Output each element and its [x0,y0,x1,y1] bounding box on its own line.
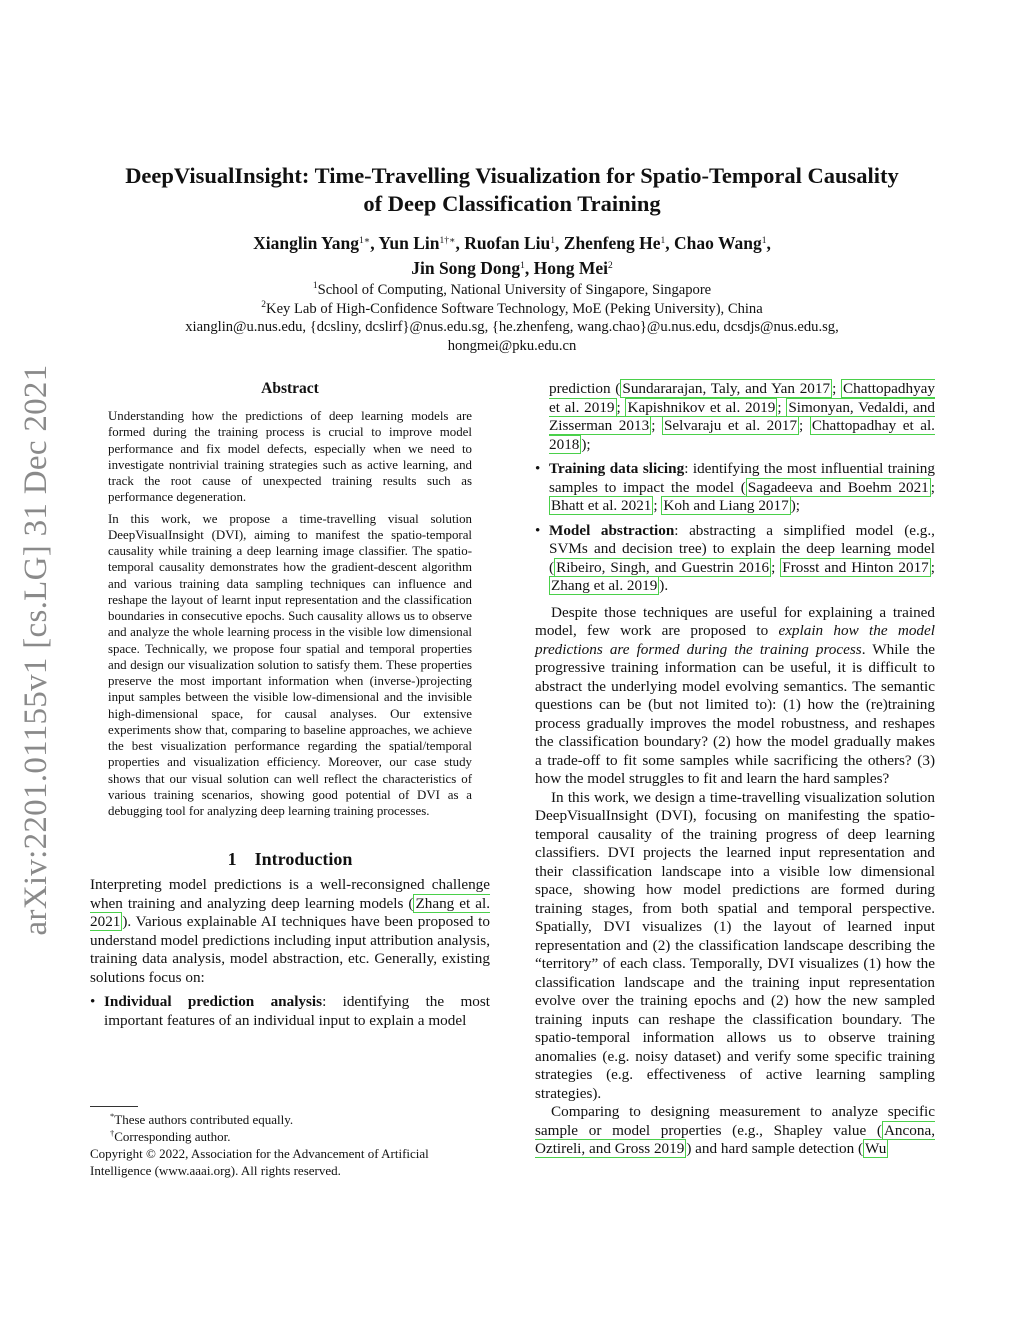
abstract-heading: Abstract [261,380,319,397]
citation-link[interactable]: Chattopadhay et al. 2018 [549,417,935,453]
citation-link[interactable]: Bhatt et al. 2021 [551,497,652,514]
citation-link[interactable]: Sagadeeva and Boehm 2021 [747,478,929,496]
title-line-2: of Deep Classification Training [363,191,661,216]
author-affil-mark: 1†∗ [439,236,456,246]
author-affil-mark: 1 [520,261,525,271]
citation-link[interactable]: Simonyan, Vedaldi, and Zisserman 2013 [549,398,935,434]
citation-link[interactable]: Ancona, Oztireli, and Gross 2019 [535,1121,935,1157]
abstract-paragraph: In this work, we propose a time-travelling visual solution DeepVisualInsight (DVI), aiming to manifest the spatio-temporal causality while training a deep learning image classifier. The spatio-temporal causality demonstrates how the gradient-descent algorithm and various training data sampling techniques can influence and reshape the layout of learnt input representation and the classification boundaries in consecutive epochs. Such causality allows us to observe and analyze the whole learning process in the visible low dimensional space. Technically, we propose four spatial and temporal properties and design our visualization solution to satisfy them. These properties preserve the most important information when (inverse-)projecting input samples between the visible low-dimensional and the invisible high-dimensional space, for causal analyses. Our extensive experiments show that, comparing to baseline approaches, we achieve the best visualization performance regarding the spatial/temporal properties and visualization efficiency. Moreover, our case study shows that our visual solution can well reflect the characteristics of various training scenarios, showing good potential of DVI as a debugging tool for analyzing deep learning training processes. [108,511,472,818]
author-name: Jin Song Dong [411,258,521,278]
author-name: Zhenfeng He [563,233,661,253]
author-affil-mark: 1 [550,236,556,246]
citation-link[interactable]: Sundararajan, Taly, and Yan 2017 [622,380,831,397]
citation-link[interactable]: Koh and Liang 2017 [663,497,789,514]
citation-link[interactable]: Chattopadhyay et al. 2019 [549,380,935,416]
title-line-1: DeepVisualInsight: Time-Travelling Visualization for Spatio-Temporal Causality [125,163,899,188]
author-list: Xianglin Yang$^{1∗}$, Yun Lin$^{1\dagger∗}$, Ruofan Liu$^1$, Zhenfeng He$^1$, Chao Wang$^1$, Jin Song Dong$^1$, Hong Mei$^2$ [253,233,771,278]
citation-link[interactable]: Frosst and Hinton 2017 [782,558,929,576]
author-affil-mark: 1∗ [359,236,371,246]
author-name: Ruofan Liu [464,233,551,253]
citation-link[interactable]: Zhang et al. 2021 [90,894,490,931]
citation-link[interactable]: Selvaraju et al. 2017 [663,417,798,434]
author-name: Yun Lin [378,233,440,253]
body-paragraph: Despite those techniques are useful for explaining a trained model, few work are proposed to explain how the model predictions are formed during the training process. While the progressive training information can be useful, it is difficult to abstract the underlying model evolving semantics. The semantic questions can be (but not limited to): (1) how the (re)training process gradually improves the model robustness, and reshapes the classification boundary? (2) how the model gradually makes a trade-off to fit some samples while sacrificing the others? (3) how the model struggles to fit and learn the hard samples? [535,603,935,787]
bullet-list [535,460,935,596]
citation-link[interactable]: Kapishnikov et al. 2019 [627,398,776,416]
footnote-rule [90,1106,138,1107]
affiliation-1: School of Computing, National University of Singapore, Singapore [317,282,712,298]
author-emails: hongmei@pku.edu.cn [447,337,577,354]
abstract-paragraph: Understanding how the predictions of deep learning models are formed during the training process is crucial to improve model performance and fix model defects, especially when we need to investigate nontrivial training strategies such as active learning, and track the root cause of unexpected training results such as performance degeneration. [108,409,472,505]
footnotes [90,1112,490,1179]
footnote: *These authors contributed equally. [110,1111,294,1127]
paper-title [60,162,964,218]
body-paragraph: Interpreting model predictions is a well-reconsigned challenge when training and analyzing deep learning models ( Zhang et al. 2021 ). Various explainable AI techniques have been proposed to understand model predictions including input attribution analysis, training data analysis, model abstraction, etc. Generally, existing solutions focus on: [90,876,490,986]
body-paragraph: Comparing to designing measurement to analyze specific sample or model properties (e.g., Shapley value ( Ancona, Oztireli, and Gross 2019 ) and hard sample detection ( Wu [535,1103,935,1157]
list-item: • Individual prediction analysis: identifying the most important features of an individual input to explain a model [90,993,490,1030]
author-name: Chao Wang [674,233,762,253]
citation-link[interactable]: Zhang et al. 2019 [551,577,658,594]
list-item: • Model abstraction: abstracting a simplified model (e.g., SVMs and decision tree) to explain the deep learning model ( Ribeiro, Singh, and Guestrin 2016 ; Frosst and Hinton 2017 ; Zhang et al. 2019 ). [535,522,935,596]
footnote: †Corresponding author. [110,1127,231,1144]
author-affil-mark: 1 [761,236,767,246]
author-affil-mark: 2 [608,261,613,271]
author-name: Hong Mei [533,258,609,278]
citation-link[interactable]: Ribeiro, Singh, and Guestrin 2016 [556,558,770,576]
author-name: Xianglin Yang [253,233,359,253]
body-paragraph: prediction ( Sundararajan, Taly, and Yan 2017 ; Chattopadhyay et al. 2019 ; Kapishnikov et al. 2019 ; Simonyan, Vedaldi, and Zisserman 2013 ; Selvaraju et al. 2017 ; Chattopadhay et al. 2018 ); [549,380,935,453]
right-column [535,380,935,1159]
copyright-notice: Copyright © 2022, Association for the Advancement of Artificial Intelligence (www.aaai.org). All rights reserved. [90,1146,429,1178]
body-paragraph: In this work, we design a time-travelling visualization solution DeepVisualInsight (DVI), focusing on manifesting the spatio-temporal causality of the training progress of deep learning classifiers. DVI projects the learned input representation and their classification landscape into a visible low dimensional space, showing how model predictions are formed during training stages, from both spatial and temporal perspective. Spatially, DVI visualizes (1) the layout of learned input representation and (2) the classification landscape describing the “territory” of each class. Temporally, DVI visualizes (1) how the classification landscape and the training input representation evolve over the training epochs and (2) how the new sampled training inputs can reshape the classification boundary. The spatio-temporal information allows us to observe training anomalies (e.g. noisy dataset) and verify some specific training strategies (e.g. effectiveness of active learning sampling strategies). [535,788,935,1102]
affiliation-2: Key Lab of High-Confidence Software Technology, MoE (Peking University), China [266,300,763,317]
left-column [90,380,490,1036]
affiliations: $^1$School of Computing, National University of Singapore, Singapore $^2$Key Lab of High-Confidence Software Technology, MoE (Peking University), China xianglin@u.nus.edu, {dcsliny, dcslirf}@nus.edu.sg, {he.zhenfeng, wang.chao}@u.nus.edu, dcsdjs@nus.edu.sg, hongmei@pku.edu.cn [60,281,964,355]
list-item: • Training data slicing: identifying the most influential training samples to impact the model ( Sagadeeva and Boehm 2021 ; Bhatt et al. 2021 ; Koh and Liang 2017 ); [535,460,935,516]
citation-link[interactable]: Wu [865,1140,887,1157]
bullet-list [90,993,490,1030]
arxiv-stamp: arXiv:2201.01155v1 [cs.LG] 31 Dec 2021 [18,364,54,936]
author-emails: xianglin@u.nus.edu, {dcsliny, dcslirf}@nus.edu.sg, {he.zhenfeng, wang.chao}@u.nus.edu, dcsdjs@nus.edu.sg, [185,319,839,335]
author-affil-mark: 1 [660,236,666,246]
section-heading: 1 Introduction [227,849,353,870]
